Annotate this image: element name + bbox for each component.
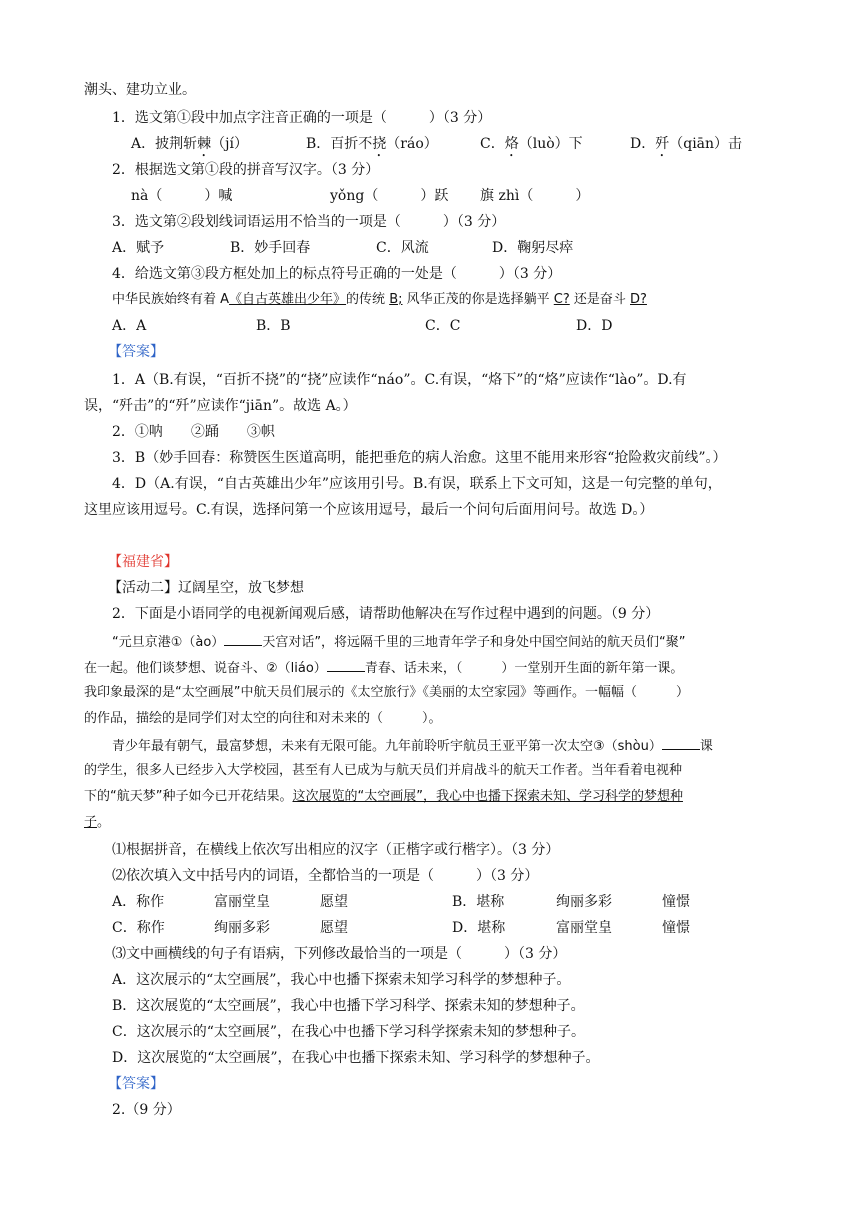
text-line: 潮头、建功立业。 (84, 82, 196, 98)
q2-item-b: yǒng（ ）跃 (330, 188, 449, 204)
q1-option-c: C．烙（luò）下 (480, 136, 583, 152)
option-b-word-2: 绚丽多彩 (556, 894, 612, 910)
q3-option-c: C．风流 (376, 240, 429, 256)
option-a-word-3: 愿望 (320, 894, 348, 910)
answer-1-line-2: 误，“歼击”的“歼”应读作“jiān”。故选 A。） (84, 398, 357, 414)
option-a-word-2: 富丽堂皇 (214, 894, 270, 910)
option-d-word-3: 憧憬 (662, 920, 690, 936)
answer-3: 3．B（妙手回春：称赞医生医道高明，能把垂危的病人治愈。这里不能用来形容“抢险救灾前线”。） (112, 450, 727, 466)
question-4: 4．给选文第③段方框处加上的标点符号正确的一处是（ ）（3 分） (112, 266, 562, 282)
answer-total: 2.（9 分） (112, 1102, 181, 1118)
answer-1-line-1: 1．A（B.有误，“百折不挠”的“挠”应读作“náo”。C.有误，“烙下”的“烙”应读作“lào”。D.有 (112, 372, 687, 388)
s3-option-d: D．这次展览的“太空画展”，在我心中也播下探索未知、学习科学的梦想种子。 (112, 1050, 600, 1066)
q4-option-b: B．B (256, 318, 291, 334)
q1-option-a: A．披荆斩棘（jí） (131, 136, 248, 152)
province-heading: 【福建省】 (108, 554, 178, 570)
activity-heading: 【活动二】辽阔星空，放飞梦想 (108, 580, 304, 596)
answer-4-line-1: 4．D（A.有误，“自古英雄出少年”应该用引号。B.有误，联系上下文可知，这是一句完整的单句， (112, 476, 722, 492)
s3-option-b: B．这次展览的“太空画展”，我心中也播下学习科学、探索未知的梦想种子。 (112, 998, 585, 1014)
option-c-word-3: 愿望 (320, 920, 348, 936)
question-1: 1．选文第①段中加点字注音正确的一项是（ ）（3 分） (112, 110, 492, 126)
answer-label-2: 【答案】 (108, 1076, 164, 1092)
passage-line: 在一起。他们谈梦想、说奋斗、②（liáo） 青春、话未来，（ ）一堂别开生面的新年第一课。 (84, 657, 683, 679)
q3-option-a: A．赋予 (112, 240, 165, 256)
s3-option-a: A．这次展示的“太空画展”，我心中也播下探索未知学习科学的梦想种子。 (112, 972, 571, 988)
option-d-word-1: D．堪称 (452, 920, 506, 936)
q4-option-a: A．A (112, 318, 147, 334)
passage-line: 子。 (84, 815, 111, 830)
q4-option-d: D．D (576, 318, 613, 334)
answer-label: 【答案】 (108, 344, 164, 360)
fill-blank[interactable] (662, 735, 700, 750)
fill-blank[interactable] (224, 631, 262, 646)
sub-question-1: ⑴根据拼音，在横线上依次写出相应的汉字（正楷字或行楷字）。（3 分） (112, 842, 560, 858)
passage-line: “元旦京港①（ào） 天宫对话”，将远隔千里的三地青年学子和身处中国空间站的航天员们“聚” (112, 631, 686, 653)
passage-line: 下的“航天梦”种子如今已开花结果。这次展览的“太空画展”，我心中也播下探索未知、学习科学的梦想种 (84, 789, 683, 804)
q3-option-b: B．妙手回春 (230, 240, 311, 256)
q4-sentence: 中华民族始终有着 A《自古英雄出少年》的传统 B; 风华正茂的你是选择躺平 C? 还是奋斗 D? (112, 292, 647, 307)
option-b-word-3: 憧憬 (662, 894, 690, 910)
sub-question-2: ⑵依次填入文中括号内的词语，全都恰当的一项是（ ）（3 分） (112, 868, 539, 884)
q3-option-d: D．鞠躬尽瘁 (492, 240, 574, 256)
option-a-word-1: A．称作 (112, 894, 165, 910)
option-d-word-2: 富丽堂皇 (556, 920, 612, 936)
question-2-main: 2．下面是小语同学的电视新闻观后感，请帮助他解决在写作过程中遇到的问题。（9 分） (112, 606, 660, 622)
option-c-word-1: C．称作 (112, 920, 165, 936)
passage-line: 的作品，描绘的是同学们对太空的向往和对未来的（ ）。 (84, 711, 442, 726)
q4-option-c: C．C (425, 318, 461, 334)
sub-question-3: ⑶文中画横线的句子有语病，下列修改最恰当的一项是（ ）（3 分） (112, 946, 567, 962)
q1-option-d: D．歼（qiān）击 (630, 136, 743, 152)
question-2: 2．根据选文第①段的拼音写汉字。（3 分） (112, 162, 380, 178)
fill-blank[interactable] (327, 657, 365, 672)
q2-item-a: nà（ ）喊 (131, 188, 233, 204)
q2-item-c: 旗 zhì（ ） (480, 188, 590, 204)
passage-line: 的学生，很多人已经步入大学校园，甚至有人已成为与航天员们并肩战斗的航天工作者。当年看着电视种 (84, 763, 683, 778)
option-c-word-2: 绚丽多彩 (214, 920, 270, 936)
passage-line: 青少年最有朝气，最富梦想，未来有无限可能。九年前聆听宇航员王亚平第一次太空③（shòu） 课 (112, 735, 713, 757)
s3-option-c: C．这次展示的“太空画展”，在我心中也播下学习科学探索未知的梦想种子。 (112, 1024, 586, 1040)
passage-line: 我印象最深的是“太空画展”中航天员们展示的《太空旅行》《美丽的太空家园》等画作。一幅幅（ ） (84, 685, 689, 700)
answer-4-line-2: 这里应该用逗号。C.有误，选择问第一个应该用逗号，最后一个问句后面用问号。故选 D。） (84, 502, 654, 518)
q1-option-b: B．百折不挠（ráo） (306, 136, 438, 152)
answer-2: 2．①呐 ②踊 ③帜 (112, 424, 275, 440)
question-3: 3．选文第②段划线词语运用不恰当的一项是（ ）（3 分） (112, 214, 506, 230)
option-b-word-1: B．堪称 (452, 894, 505, 910)
